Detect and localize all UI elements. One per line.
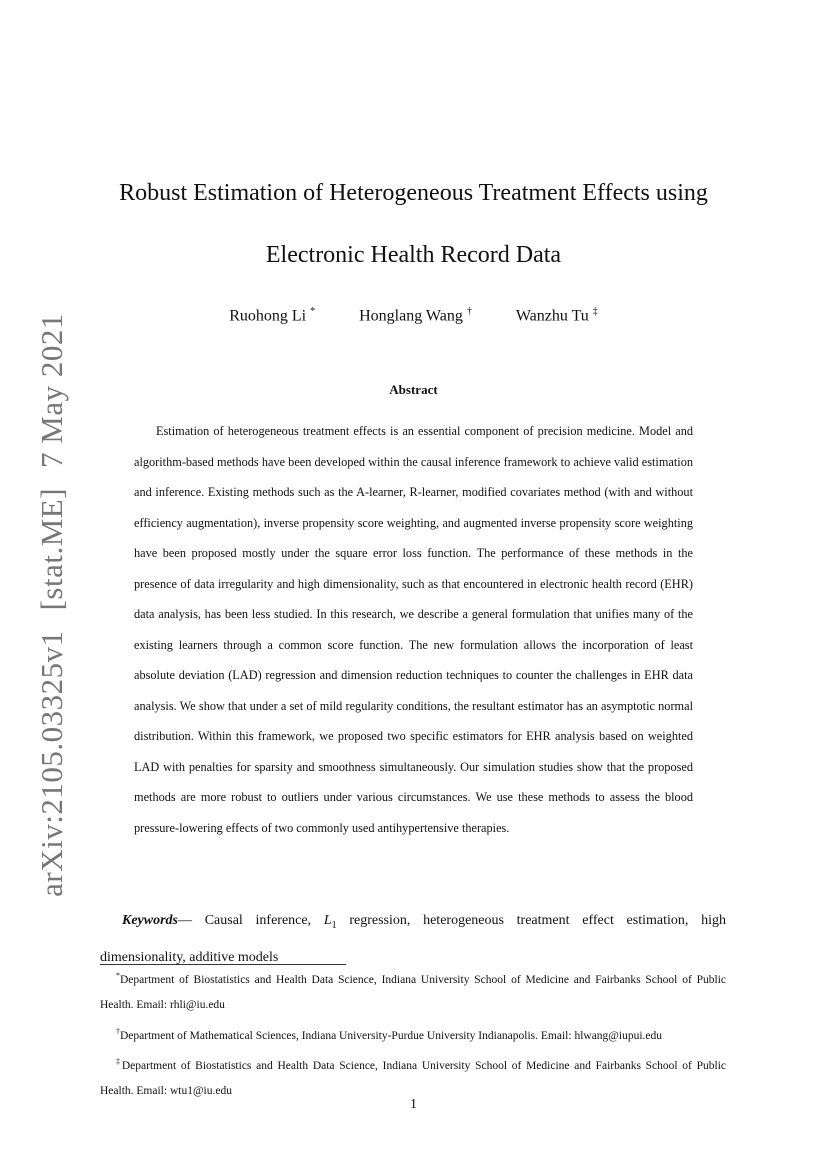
paper-title-line-2: Electronic Health Record Data [265,242,562,268]
author-name: Honglang Wang [359,307,463,325]
author [359,306,472,325]
footnote [100,1019,726,1049]
author [229,306,315,325]
footnote-mark: † [116,1026,120,1036]
author-name: Ruohong Li [229,307,307,325]
arxiv-category: [stat.ME] [34,487,69,611]
math-subscript: 1 [331,919,337,931]
arxiv-date: 7 May 2021 [34,313,69,468]
abstract-heading: Abstract [389,382,438,397]
keywords-text-before: Causal inference, [204,913,324,928]
footnote-mark: * [116,971,120,980]
author-footnote-mark: * [310,306,316,317]
footnote-text: Department of Mathematical Sciences, Indiana University-Purdue University Indianapolis. Email: hlwang@iupui.edu [120,1029,663,1042]
math-l1-symbol [323,913,337,931]
author-footnote-mark: † [466,306,472,317]
footnote [100,963,726,1019]
page-number: 1 [410,1097,417,1112]
keywords-text-after: regression, heterogeneous treatment effect estimation, high dimensionality, additive models [100,913,726,965]
keywords-dash: — [178,913,205,928]
arxiv-stamp [34,313,70,897]
footnote-text: Department of Biostatistics and Health Data Science, Indiana University School of Medicine and Fairbanks School of Public Health. Email: wtu1@iu.edu [100,1059,727,1098]
footnotes [100,963,726,1105]
math-variable: L [323,913,332,928]
arxiv-id: arXiv:2105.03325v1 [34,630,69,897]
footnote-text: Department of Biostatistics and Health Data Science, Indiana University School of Medicine and Fairbanks School of Public Health. Email: rhli@iu.edu [100,973,726,1012]
author-name: Wanzhu Tu [515,307,589,325]
footnote-mark: ‡ [116,1057,122,1067]
abstract-body: Estimation of heterogeneous treatment effects is an essential component of precision medicine. Model and algorithm-based methods have been developed within the causal inference framework to achieve valid estimation and inference. Existing methods such as the A-learner, R-learner, modified covariates method (with and without efficiency augmentation), inverse propensity score weighting, and augmented inverse propensity score weighting have been proposed mostly under the square error loss function. The performance of these methods in the presence of data irregularity and high dimensionality, such as that encountered in electronic health record (EHR) data analysis, has been less studied. In this research, we describe a general formulation that unifies many of the existing learners through a common score function. The new formulation allows the incorporation of least absolute deviation (LAD) regression and dimension reduction techniques to counter the challenges in EHR data analysis. We show that under a set of mild regularity conditions, the resultant estimator has an asymptotic normal distribution. Within this framework, we proposed two specific estimators for EHR analysis based on weighted LAD with penalties for sparsity and smoothness simultaneously. Our simulation studies show that the proposed methods are more robust to outliers under various circumstances. We use these methods to assess the blood pressure-lowering effects of two commonly used antihypertensive therapies. [134,424,693,835]
author [516,306,598,325]
author-list [0,306,827,325]
paper-title-line-1: Robust Estimation of Heterogeneous Treatment Effects using [119,180,708,206]
author-footnote-mark: ‡ [592,306,598,317]
keywords-label: Keywords [122,913,178,928]
